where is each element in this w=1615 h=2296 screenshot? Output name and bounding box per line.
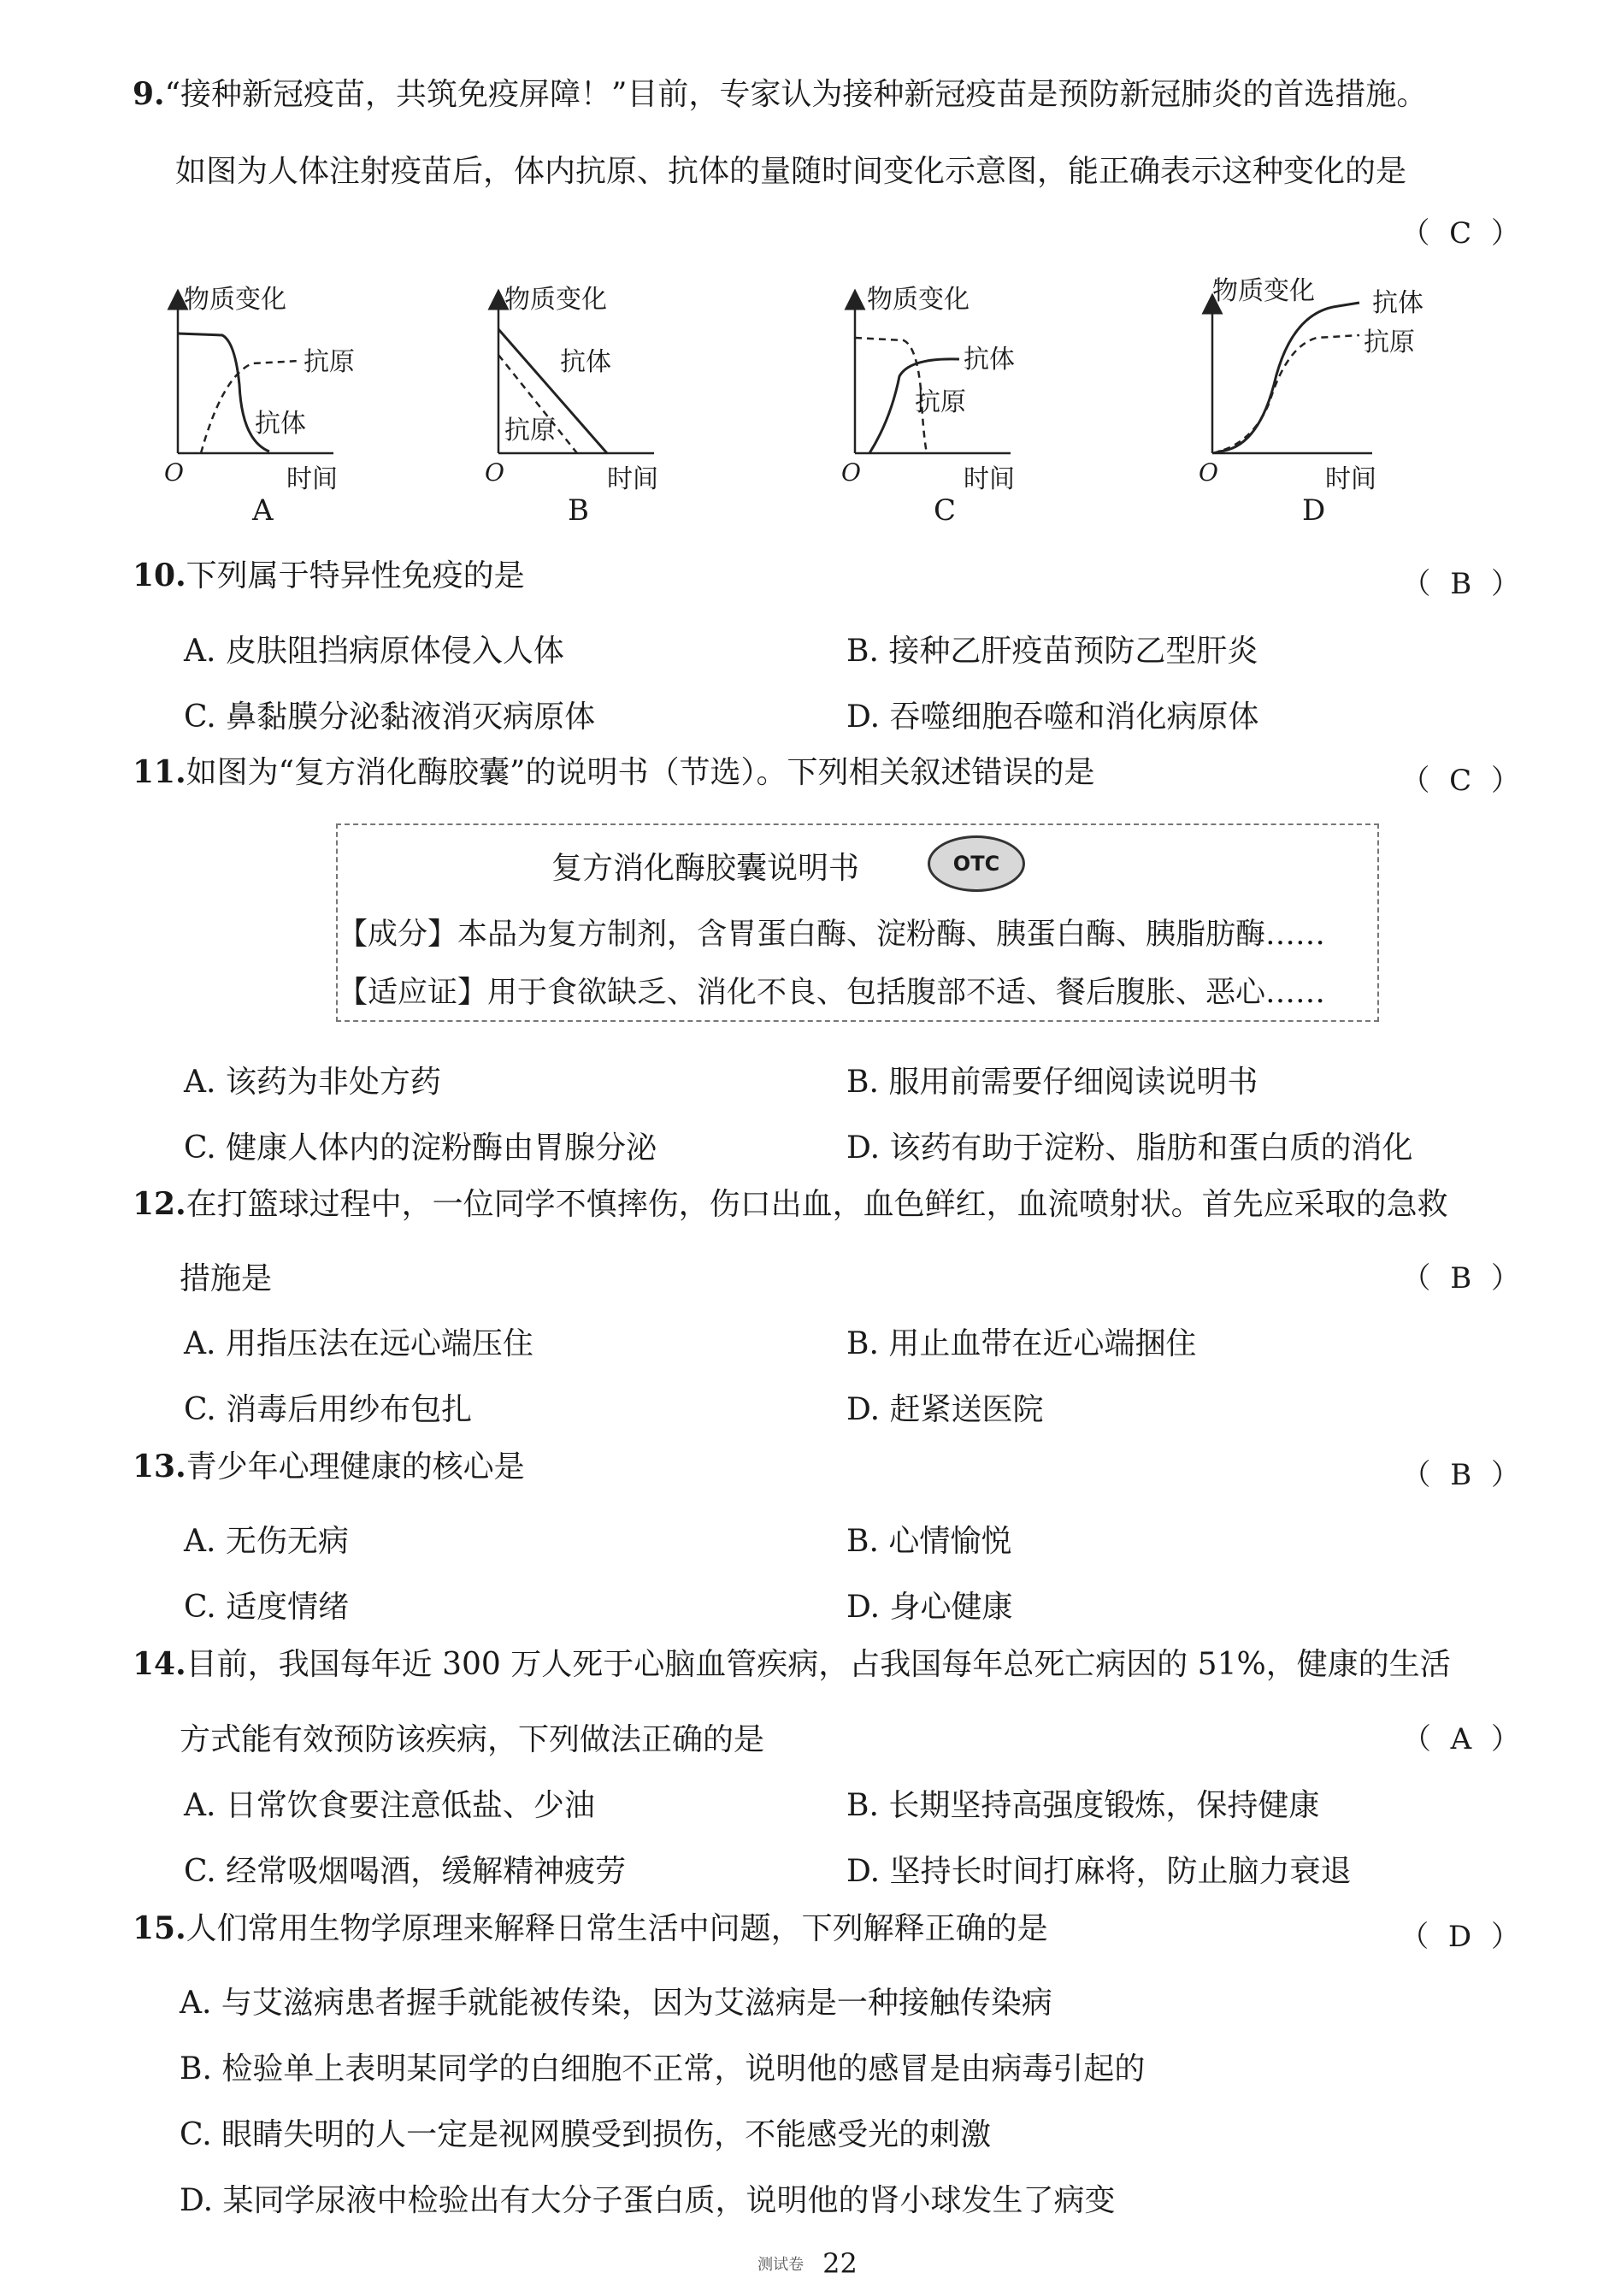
curve-label-1: 抗原	[304, 347, 355, 377]
q10-number: 10.	[133, 558, 186, 593]
ylabel: 物质变化	[1212, 276, 1315, 306]
q11-answer: （ C ）	[1400, 764, 1525, 798]
q13-number: 13.	[133, 1449, 186, 1484]
q15-answer: （ D ）	[1400, 1920, 1525, 1954]
q14-stem-line2: 方式能有效预防该疾病，下列做法正确的是	[180, 1722, 765, 1757]
q13-option-a: A. 无伤无病	[184, 1524, 349, 1559]
leaflet-ingredients: 【成分】本品为复方制剂，含胃蛋白酶、淀粉酶、胰蛋白酶、胰脂肪酶……	[338, 918, 1326, 952]
curve-solid	[1218, 303, 1359, 452]
q12-text-line1: 在打篮球过程中，一位同学不慎摔伤，伤口出血，血色鲜红，血流喷射状。首先应采取的急救	[186, 1187, 1448, 1222]
q14-option-d: D. 坚持长时间打麻将，防止脑力衰退	[846, 1854, 1352, 1889]
curve-label-2: 抗体	[255, 409, 306, 439]
q9-stem-line2: 如图为人体注射疫苗后，体内抗原、抗体的量随时间变化示意图，能正确表示这种变化的是	[175, 154, 1407, 189]
ylabel: 物质变化	[867, 285, 970, 315]
q12-option-c: C. 消毒后用纱布包扎	[184, 1392, 473, 1427]
graph-b-label: B	[568, 493, 589, 528]
q10-option-b: B. 接种乙肝疫苗预防乙型肝炎	[846, 634, 1258, 669]
q9-number: 9.	[133, 76, 165, 112]
xlabel: 时间	[1325, 464, 1376, 494]
leaflet-title: 复方消化酶胶囊说明书	[551, 851, 860, 886]
q11-option-d: D. 该药有助于淀粉、脂肪和蛋白质的消化	[846, 1130, 1413, 1166]
curve-dashed	[1212, 335, 1359, 453]
q14-text-line1: 目前，我国每年近 300 万人死于心脑血管疾病，占我国每年总死亡病因的 51%，健康的生活	[186, 1647, 1451, 1682]
q10-stem	[133, 560, 525, 592]
q13-option-c: C. 适度情绪	[184, 1590, 350, 1625]
graph-d	[1188, 265, 1445, 508]
q14-stem-line1	[133, 1646, 1451, 1682]
q9-stem-line1	[133, 76, 1428, 112]
graph-c	[831, 282, 1053, 508]
origin: O	[841, 458, 861, 487]
q12-number: 12.	[133, 1186, 186, 1222]
q11-option-c: C. 健康人体内的淀粉酶由胃腺分泌	[184, 1130, 657, 1166]
q12-option-b: B. 用止血带在近心端捆住	[846, 1326, 1197, 1361]
page-number: 22	[822, 2247, 858, 2280]
curve-label-1: 抗体	[1372, 288, 1423, 318]
q12-option-a: A. 用指压法在远心端压住	[184, 1326, 533, 1361]
q11-option-a: A. 该药为非处方药	[184, 1065, 441, 1100]
q11-option-b: B. 服用前需要仔细阅读说明书	[846, 1065, 1258, 1100]
q13-text: 青少年心理健康的核心是	[186, 1449, 525, 1484]
q13-option-d: D. 身心健康	[846, 1590, 1013, 1625]
q13-answer: （ B ）	[1401, 1458, 1525, 1492]
xlabel: 时间	[286, 464, 338, 494]
q14-number: 14.	[133, 1646, 186, 1682]
curve-dashed	[201, 361, 299, 453]
origin: O	[164, 458, 184, 487]
graph-d-label: D	[1302, 493, 1326, 528]
curve-label-2: 抗原	[504, 416, 556, 446]
xlabel: 时间	[964, 464, 1015, 494]
curve-label-2: 抗原	[915, 387, 966, 417]
xlabel: 时间	[607, 464, 658, 494]
page-footer	[0, 2247, 1615, 2280]
q10-option-c: C. 鼻黏膜分泌黏液消灭病原体	[184, 699, 596, 735]
q12-option-d: D. 赶紧送医院	[846, 1392, 1044, 1427]
q12-answer: （ B ）	[1401, 1261, 1525, 1296]
origin: O	[1199, 458, 1218, 487]
q14-option-b: B. 长期坚持高强度锻炼，保持健康	[846, 1788, 1320, 1823]
q14-option-a: A. 日常饮食要注意低盐、少油	[184, 1788, 595, 1823]
graph-a	[154, 282, 376, 508]
graph-a-label: A	[252, 493, 274, 528]
instruction-leaflet	[336, 823, 1379, 1022]
q15-option-d: D. 某同学尿液中检验出有大分子蛋白质，说明他的肾小球发生了病变	[180, 2183, 1116, 2218]
q15-option-c: C. 眼睛失明的人一定是视网膜受到损伤，不能感受光的刺激	[180, 2117, 992, 2152]
graph-c-label: C	[934, 493, 957, 528]
q10-option-d: D. 吞噬细胞吞噬和消化病原体	[846, 699, 1259, 735]
q15-stem	[133, 1910, 1048, 1946]
q14-option-c: C. 经常吸烟喝酒，缓解精神疲劳	[184, 1854, 627, 1889]
q15-number: 15.	[133, 1910, 186, 1946]
q12-stem-line2: 措施是	[180, 1261, 273, 1296]
footer-label: 测试卷	[757, 2256, 805, 2274]
q11-stem	[133, 754, 1095, 790]
q11-text: 如图为“复方消化酶胶囊”的说明书（节选）。下列相关叙述错误的是	[186, 755, 1095, 790]
q9-text-line1: “接种新冠疫苗，共筑免疫屏障！”目前，专家认为接种新冠疫苗是预防新冠肺炎的首选措施。	[164, 77, 1428, 112]
q15-text: 人们常用生物学原理来解释日常生活中问题，下列解释正确的是	[186, 1911, 1048, 1946]
leaflet-indications: 【适应证】用于食欲缺乏、消化不良、包括腹部不适、餐后腹胀、恶心……	[338, 976, 1326, 1010]
graph-b	[474, 282, 697, 508]
otc-badge: OTC	[928, 835, 1025, 892]
ylabel: 物质变化	[504, 285, 607, 315]
q13-stem	[133, 1451, 525, 1483]
q10-answer: （ B ）	[1401, 567, 1525, 601]
q12-stem-line1	[133, 1186, 1448, 1222]
q9-answer: （ C ）	[1400, 216, 1525, 251]
q14-answer: （ A ）	[1401, 1722, 1525, 1756]
q15-option-a: A. 与艾滋病患者握手就能被传染，因为艾滋病是一种接触传染病	[180, 1986, 1052, 2021]
q11-number: 11.	[133, 754, 186, 790]
q10-text: 下列属于特异性免疫的是	[186, 558, 525, 593]
curve-label-1: 抗体	[560, 347, 611, 377]
q13-option-b: B. 心情愉悦	[846, 1524, 1012, 1559]
curve-label-1: 抗体	[964, 345, 1015, 375]
ylabel: 物质变化	[184, 285, 286, 315]
q10-option-a: A. 皮肤阻挡病原体侵入人体	[184, 634, 564, 669]
curve-label-2: 抗原	[1364, 328, 1415, 357]
q15-option-b: B. 检验单上表明某同学的白细胞不正常，说明他的感冒是由病毒引起的	[180, 2051, 1146, 2086]
origin: O	[485, 458, 504, 487]
